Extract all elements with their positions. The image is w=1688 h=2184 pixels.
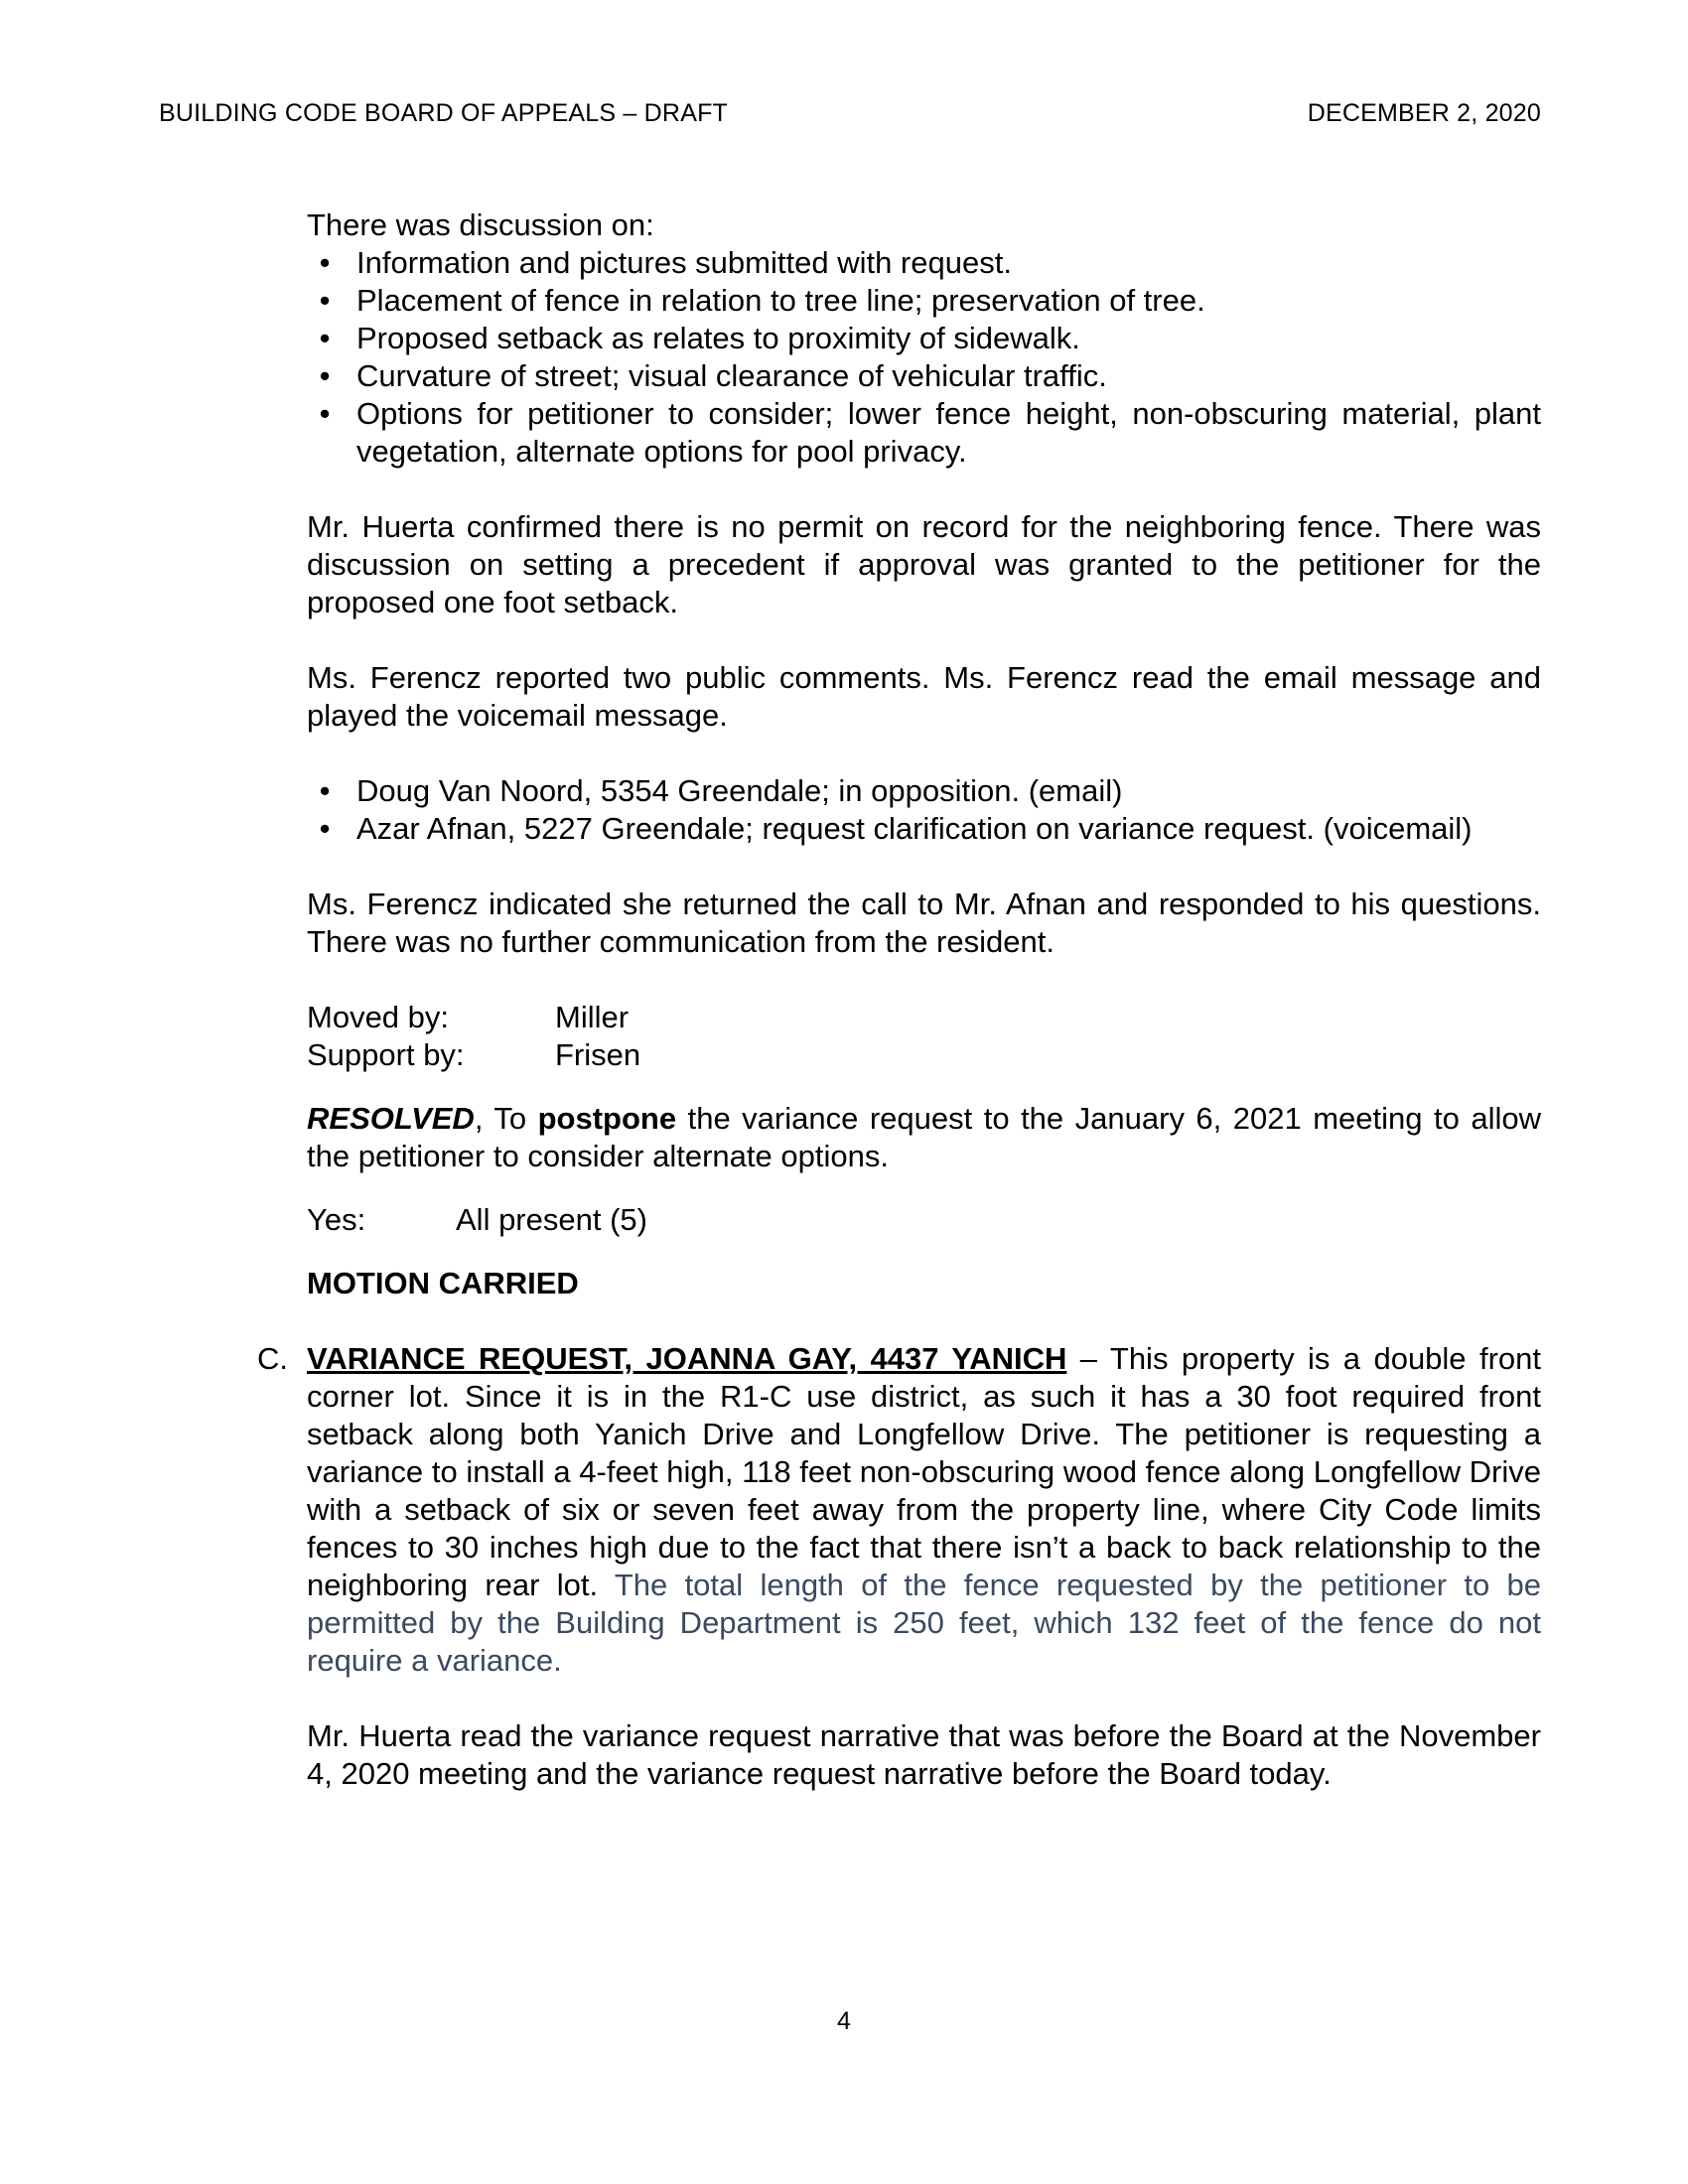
list-item: • Proposed setback as relates to proximity of sidewalk. xyxy=(307,320,1541,357)
bullet-icon: • xyxy=(319,811,331,846)
public-comments-list xyxy=(307,772,1541,848)
public-comments-paragraph: Ms. Ferencz reported two public comments. Ms. Ferencz read the email message and played the voicemail message. xyxy=(307,660,1541,733)
followup-paragraph: Ms. Ferencz indicated she returned the call to Mr. Afnan and responded to his questions. There was no further communication from the resident. xyxy=(307,887,1541,959)
bullet-icon: • xyxy=(319,245,331,280)
support-by-value: Frisen xyxy=(555,1037,641,1072)
support-by-row xyxy=(307,1036,1541,1074)
moved-by-label: Moved by: xyxy=(307,1000,450,1034)
bullet-icon: • xyxy=(319,773,331,808)
motion-carried: MOTION CARRIED xyxy=(307,1266,579,1300)
list-item: • Curvature of street; visual clearance of vehicular traffic. xyxy=(307,357,1541,395)
narrative-paragraph: Mr. Huerta read the variance request narrative that was before the Board at the November 4, 2020 meeting and the variance request narrative before the Board today. xyxy=(307,1718,1541,1791)
permit-paragraph: Mr. Huerta confirmed there is no permit on record for the neighboring fence. There was discussion on setting a precedent if approval was granted to the petitioner for the proposed one foot setback. xyxy=(307,509,1541,619)
bullet-icon: • xyxy=(319,283,331,318)
list-item: • Options for petitioner to consider; lower fence height, non-obscuring material, plant vegetation, alternate options for pool privacy. xyxy=(307,395,1541,471)
page-header xyxy=(159,99,1541,135)
page-number: 4 xyxy=(837,2007,851,2035)
header-title: BUILDING CODE BOARD OF APPEALS – DRAFT xyxy=(159,99,729,127)
vote-label: Yes: xyxy=(307,1202,366,1237)
vote-row xyxy=(307,1201,1541,1239)
discussion-intro: There was discussion on: xyxy=(307,207,654,242)
resolution-paragraph: RESOLVED, To postpone the variance request to the January 6, 2021 meeting to allow the petitioner to consider alternate options. xyxy=(307,1101,1541,1173)
section-c-paragraph: VARIANCE REQUEST, JOANNA GAY, 4437 YANICH – This property is a double front corner lot. Since it is in the R1-C use district, as such it has a 30 foot required front setback along both Yanich Drive and Longfellow Drive. The petitioner is requesting a variance to install a 4-feet high, 118 feet non-obscuring wood fence along Longfellow Drive with a setback of six or seven feet away from the property line, where City Code limits fences to 30 inches high due to the fact that there isn’t a back to back relationship to the neighboring rear lot. The total length of the fence requested by the petitioner to be permitted by the Building Department is 250 feet, which 132 feet of the fence do not require a variance. xyxy=(307,1341,1541,1678)
bullet-icon: • xyxy=(319,321,331,355)
list-item: • Azar Afnan, 5227 Greendale; request clarification on variance request. (voicemail) xyxy=(307,810,1541,848)
resolved-action: postpone xyxy=(537,1101,677,1136)
document-body xyxy=(257,206,1541,1793)
resolved-word: RESOLVED xyxy=(307,1101,475,1136)
vote-value: All present (5) xyxy=(456,1202,647,1237)
support-by-label: Support by: xyxy=(307,1037,465,1072)
list-item: • Information and pictures submitted with request. xyxy=(307,244,1541,282)
moved-by-row xyxy=(307,999,1541,1036)
section-c xyxy=(257,1340,1541,1680)
discussion-list xyxy=(307,244,1541,471)
section-c-note: The total length of the fence requested by the petitioner to be permitted by the Building Department is 250 feet, which 132 feet of the fence do not require a variance. xyxy=(307,1568,1541,1678)
bullet-icon: • xyxy=(319,396,331,431)
section-c-title: VARIANCE REQUEST, JOANNA GAY, 4437 YANICH xyxy=(307,1341,1067,1376)
bullet-icon: • xyxy=(319,358,331,393)
section-letter: C. xyxy=(257,1341,288,1376)
moved-by-value: Miller xyxy=(555,1000,630,1034)
list-item: • Doug Van Noord, 5354 Greendale; in opposition. (email) xyxy=(307,772,1541,810)
list-item: • Placement of fence in relation to tree line; preservation of tree. xyxy=(307,282,1541,320)
header-date: DECEMBER 2, 2020 xyxy=(1307,99,1541,127)
